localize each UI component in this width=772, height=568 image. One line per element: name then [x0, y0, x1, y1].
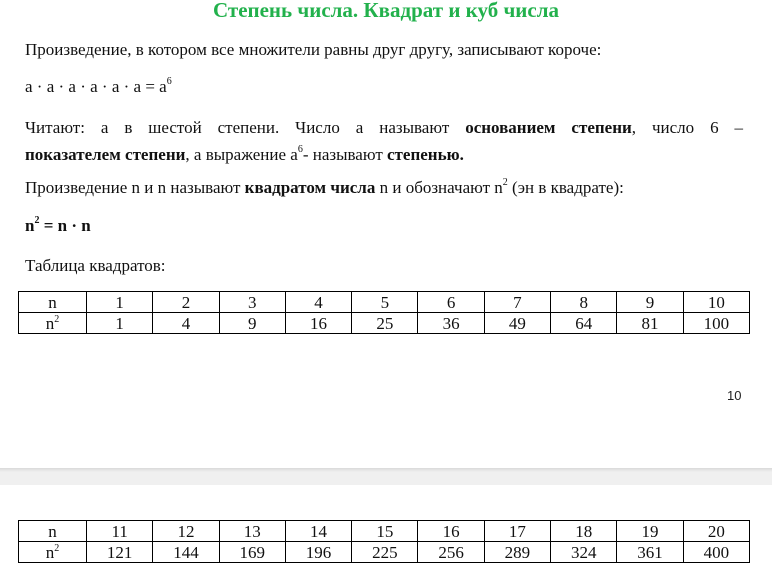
table-cell: 100 [683, 313, 749, 334]
table-cell: 289 [484, 542, 550, 563]
reading-text-4: - называют [302, 145, 388, 164]
table-cell: 324 [551, 542, 617, 563]
term-exponent: показателем степени [25, 145, 186, 164]
table-cell: 4 [285, 292, 351, 313]
table-row-square [19, 542, 750, 563]
table-cell: 144 [153, 542, 219, 563]
table-cell: 18 [551, 521, 617, 542]
table-cell: 16 [418, 521, 484, 542]
square-def-exponent: 2 [502, 177, 508, 188]
row-label-square-exponent: 2 [54, 542, 60, 554]
intro-paragraph: Произведение, в котором все множители равны друг другу, записывают короче: [25, 40, 602, 59]
table-cell: 15 [352, 521, 418, 542]
row-label-square-exponent: 2 [54, 313, 60, 325]
table-cell: 225 [352, 542, 418, 563]
page-number: 10 [727, 388, 742, 403]
squares-table-1 [18, 291, 750, 334]
square-definition [25, 178, 624, 198]
table-cell: 36 [418, 313, 484, 334]
table-cell: 81 [617, 313, 683, 334]
table-cell: 4 [153, 313, 219, 334]
table-cell: 8 [551, 292, 617, 313]
row-label-square-base: n [45, 542, 55, 562]
row-label-square [19, 542, 87, 563]
table-cell: 169 [219, 542, 285, 563]
table-cell: 6 [418, 292, 484, 313]
square-def-text-2: n и обозначают n [375, 178, 503, 197]
page-title: Степень числа. Квадрат и куб числа [212, 0, 559, 22]
squares-table-2 [18, 520, 750, 563]
table-cell: 19 [617, 521, 683, 542]
table-cell: 11 [87, 521, 153, 542]
table-cell: 14 [285, 521, 351, 542]
table-row-square [19, 313, 750, 334]
row-label-square [19, 313, 87, 334]
row-label-n: n [19, 292, 87, 313]
square-formula-exponent: 2 [34, 215, 40, 226]
reading-text-3: , а выражение a [185, 145, 298, 164]
table-cell: 12 [153, 521, 219, 542]
table-cell: 10 [683, 292, 749, 313]
table-cell: 13 [219, 521, 285, 542]
square-formula-rest: = n · n [39, 216, 91, 235]
row-label-n: n [19, 521, 87, 542]
square-def-text-1: Произведение n и n называют [25, 178, 245, 197]
row-label-square-base: n [45, 313, 55, 333]
reading-line-1 [25, 114, 743, 141]
reading-exponent: 6 [297, 144, 303, 155]
term-power: степенью. [387, 145, 464, 164]
term-square: квадратом числа [244, 178, 376, 197]
table-cell: 49 [484, 313, 550, 334]
table-cell: 121 [87, 542, 153, 563]
table-cell: 1 [87, 292, 153, 313]
power-formula [25, 77, 172, 97]
table-cell: 5 [352, 292, 418, 313]
table-cell: 3 [219, 292, 285, 313]
table-cell: 20 [683, 521, 749, 542]
reading-line-2 [25, 145, 464, 164]
document-page-2 [0, 485, 772, 568]
table-row-n [19, 292, 750, 313]
table-cell: 361 [617, 542, 683, 563]
table-row-n [19, 521, 750, 542]
reading-text-1: Читают: а в шестой степени. Число а называют [25, 118, 466, 137]
square-formula-base: n [25, 216, 35, 235]
table-cell: 400 [683, 542, 749, 563]
page-gap-shadow [0, 468, 772, 472]
table-cell: 17 [484, 521, 550, 542]
square-def-text-3: (эн в квадрате): [507, 178, 624, 197]
table-cell: 25 [352, 313, 418, 334]
square-formula [25, 216, 91, 236]
term-base: основанием степени [465, 118, 632, 137]
power-formula-exponent: 6 [166, 76, 172, 87]
power-formula-base: a · a · a · a · a · a = a [25, 77, 167, 96]
table-cell: 16 [285, 313, 351, 334]
table-cell: 256 [418, 542, 484, 563]
table-cell: 1 [87, 313, 153, 334]
table-caption: Таблица квадратов: [25, 256, 166, 275]
table-cell: 64 [551, 313, 617, 334]
table-cell: 2 [153, 292, 219, 313]
table-cell: 9 [617, 292, 683, 313]
reading-text-2: , число 6 – [631, 118, 743, 137]
table-cell: 9 [219, 313, 285, 334]
table-cell: 196 [285, 542, 351, 563]
table-cell: 7 [484, 292, 550, 313]
reading-paragraph [25, 114, 743, 168]
